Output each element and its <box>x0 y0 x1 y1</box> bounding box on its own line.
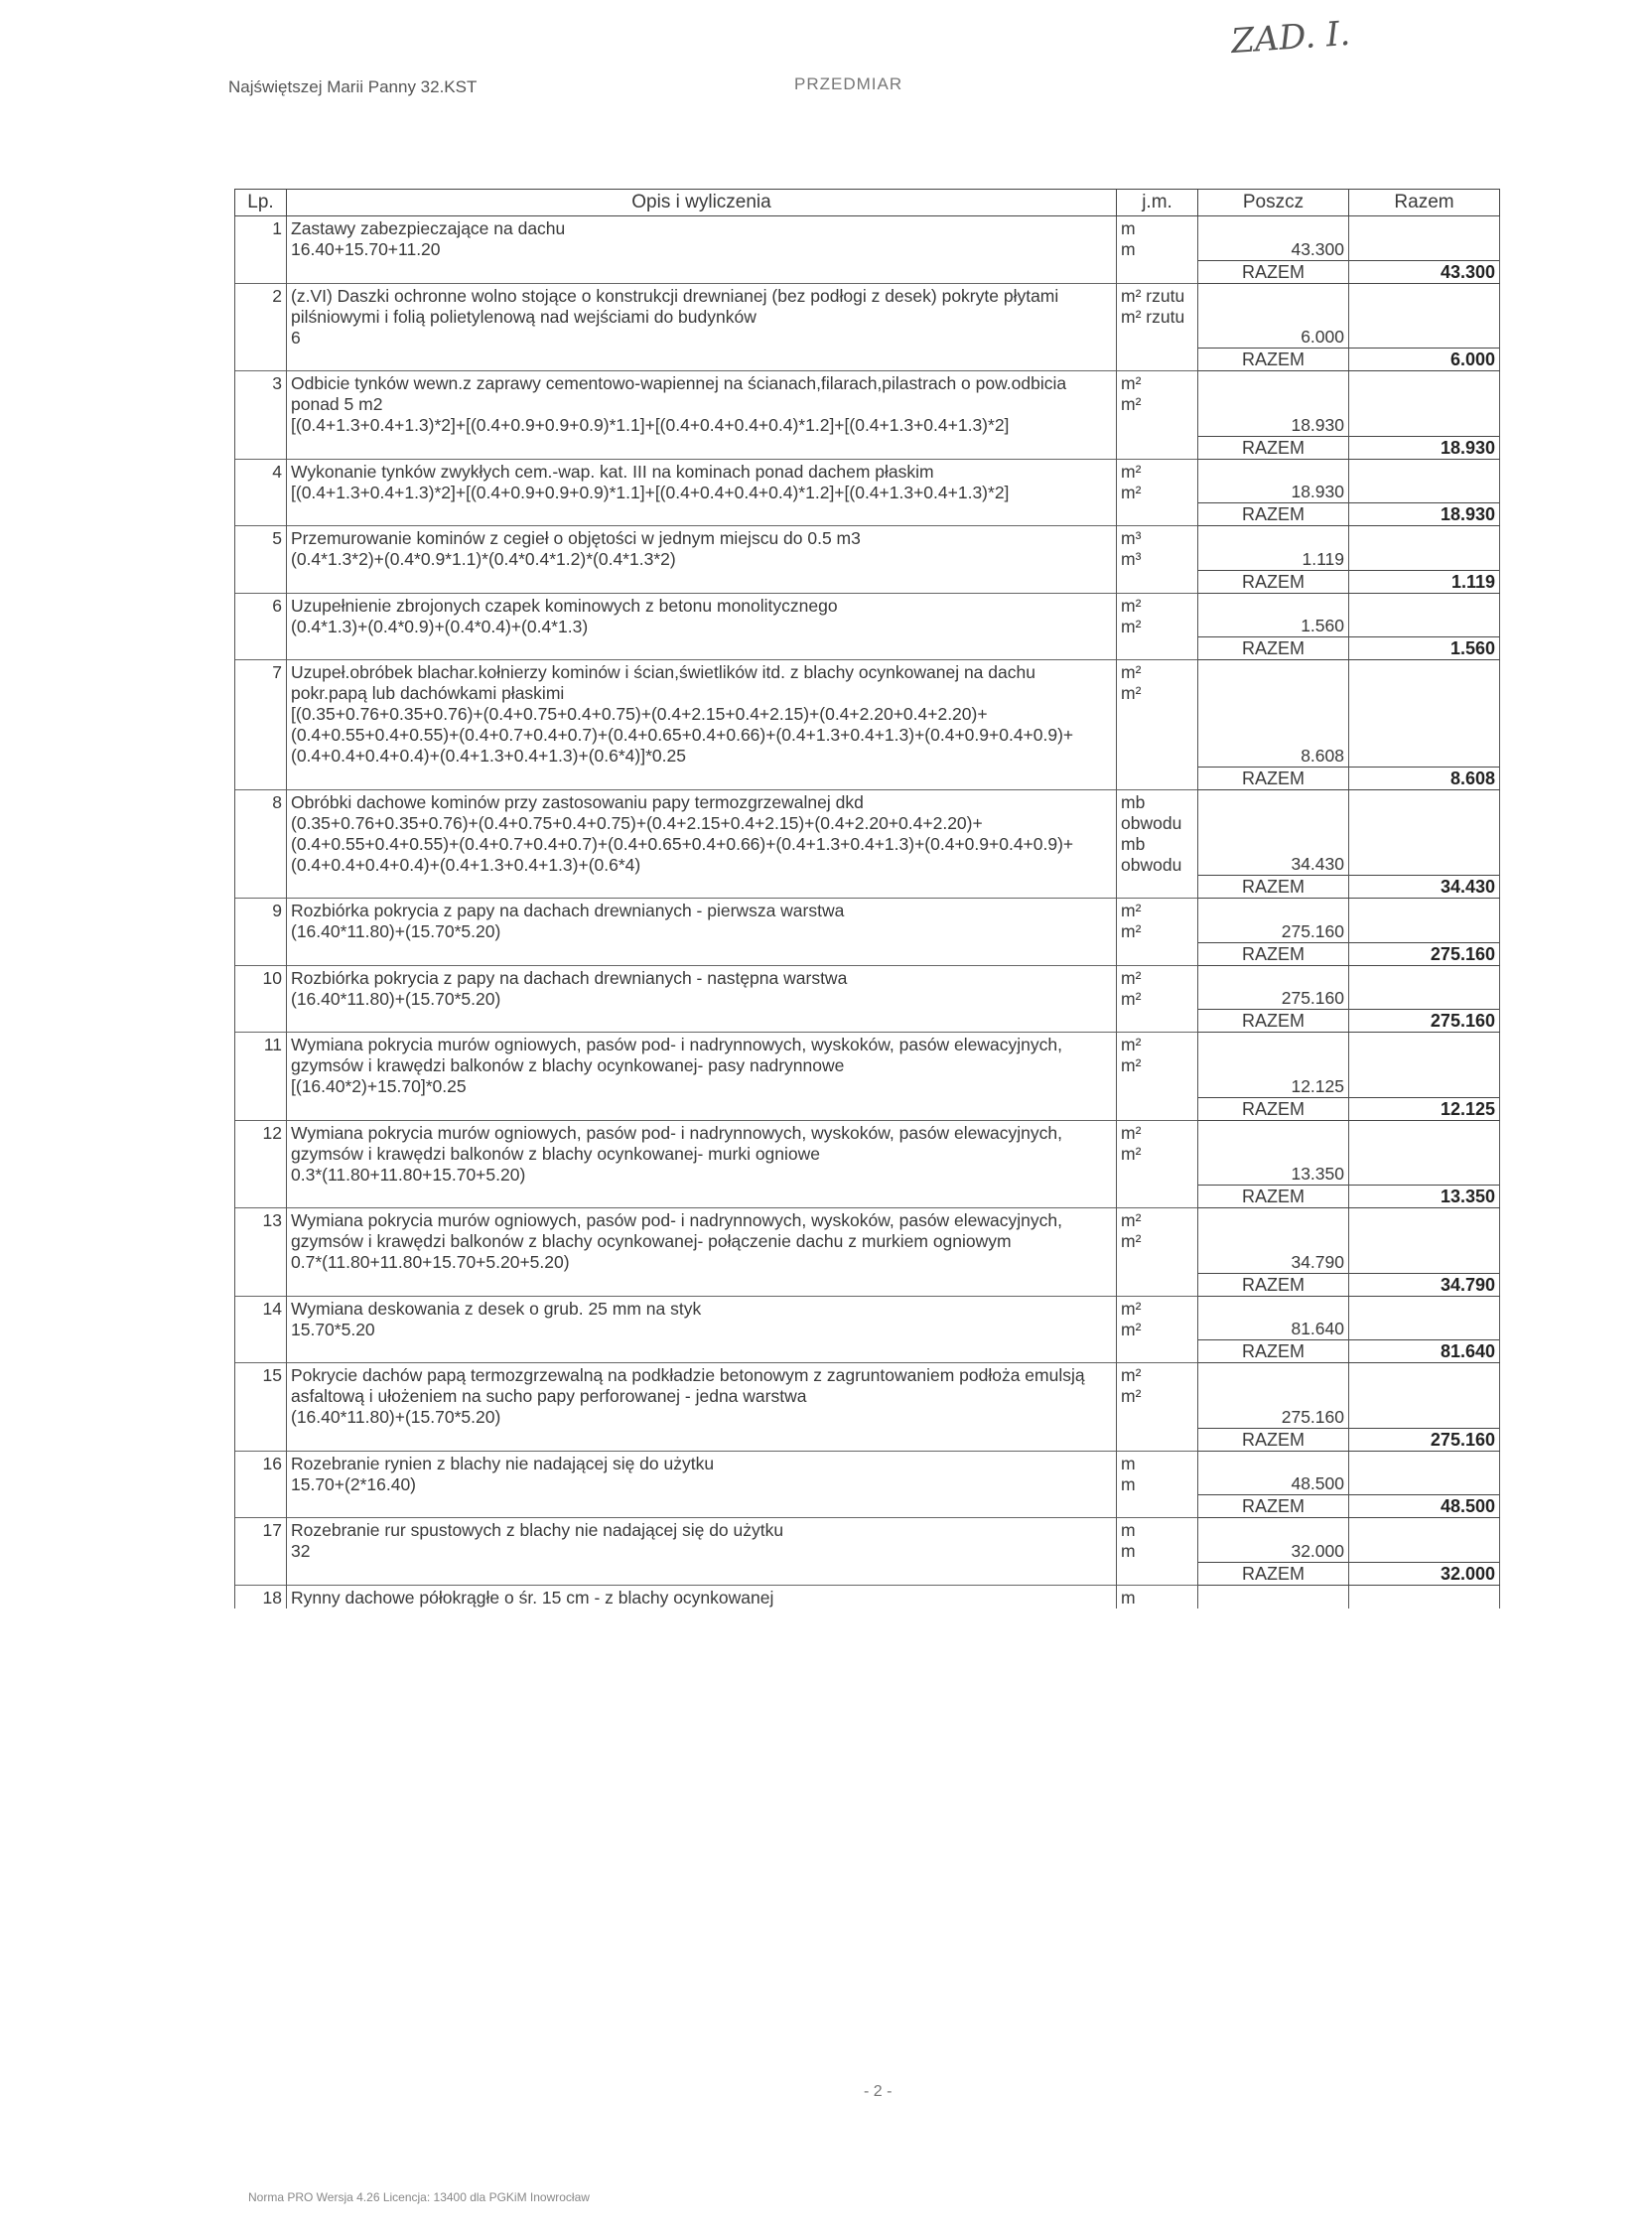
row-unit <box>1117 1120 1198 1186</box>
row-partial-value <box>1198 1585 1349 1608</box>
row-total-empty <box>1349 789 1500 876</box>
item-calculation: (0.4*1.3*2)+(0.4*0.9*1.1)*(0.4*0.4*1.2)*(0.4*1.3*2) <box>291 549 676 569</box>
sum-empty <box>1117 767 1198 789</box>
item-description: Obróbki dachowe kominów przy zastosowaniu papy termozgrzewalnej dkd <box>291 791 864 812</box>
sum-row <box>235 436 1500 459</box>
row-unit <box>1117 593 1198 637</box>
row-description <box>287 965 1117 1010</box>
software-footer: Norma PRO Wersja 4.26 Licencja: 13400 dla PGKiM Inowrocław <box>248 2190 590 2204</box>
sum-row <box>235 1186 1500 1208</box>
item-calculation: 16.40+15.70+11.20 <box>291 239 441 259</box>
row-number: 11 <box>235 1033 287 1098</box>
sum-row <box>235 349 1500 371</box>
row-partial-value: 18.930 <box>1198 459 1349 503</box>
table-row <box>235 283 1500 349</box>
unit-label: m <box>1121 1520 1136 1540</box>
sum-empty <box>1117 1340 1198 1363</box>
row-number: 6 <box>235 593 287 637</box>
sum-row <box>235 260 1500 283</box>
row-total-empty <box>1349 660 1500 768</box>
sum-empty <box>287 637 1117 660</box>
table-row <box>235 216 1500 261</box>
item-calculation: (0.4*1.3)+(0.4*0.9)+(0.4*0.4)+(0.4*1.3) <box>291 616 589 636</box>
row-number: 8 <box>235 789 287 876</box>
item-description: Rozbiórka pokrycia z papy na dachach drewnianych - pierwsza warstwa <box>291 901 845 920</box>
sum-label: RAZEM <box>1198 1273 1349 1296</box>
row-total-empty <box>1349 526 1500 571</box>
table-body <box>235 216 1500 1608</box>
row-number: 2 <box>235 283 287 349</box>
row-unit <box>1117 1296 1198 1340</box>
sum-empty <box>1117 1273 1198 1296</box>
row-partial-value: 1.560 <box>1198 593 1349 637</box>
sum-label: RAZEM <box>1198 1428 1349 1451</box>
row-number: 4 <box>235 459 287 503</box>
calc-unit-label: mb obwodu <box>1121 833 1182 875</box>
item-calculation: (16.40*11.80)+(15.70*5.20) <box>291 921 501 941</box>
sum-value: 1.119 <box>1349 570 1500 593</box>
table-row <box>235 1451 1500 1495</box>
row-unit <box>1117 1363 1198 1429</box>
row-total-empty <box>1349 1363 1500 1429</box>
sum-empty <box>1117 570 1198 593</box>
sum-value: 12.125 <box>1349 1097 1500 1120</box>
calc-unit-label: m² <box>1121 921 1142 941</box>
table-row <box>235 1518 1500 1563</box>
document-header-title: PRZEDMIAR <box>794 74 903 93</box>
sum-empty <box>235 767 287 789</box>
sum-empty <box>1117 503 1198 526</box>
row-description <box>287 1208 1117 1274</box>
calc-unit-label: m² <box>1121 482 1142 502</box>
row-partial-value: 48.500 <box>1198 1451 1349 1495</box>
sum-row <box>235 1495 1500 1518</box>
sum-empty <box>235 1097 287 1120</box>
unit-label: m² <box>1121 1035 1142 1054</box>
row-unit <box>1117 1451 1198 1495</box>
handwritten-note: ZAD. I. <box>1229 13 1352 63</box>
sum-empty <box>1117 1097 1198 1120</box>
calc-unit-label: m³ <box>1121 549 1142 569</box>
row-number: 9 <box>235 899 287 943</box>
sum-label: RAZEM <box>1198 942 1349 965</box>
row-total-empty <box>1349 1518 1500 1563</box>
item-calculation: 6 <box>291 327 301 348</box>
unit-label: m² <box>1121 1210 1142 1230</box>
unit-label: m <box>1121 1453 1136 1473</box>
row-description <box>287 216 1117 261</box>
row-partial-value: 32.000 <box>1198 1518 1349 1563</box>
sum-empty <box>1117 1428 1198 1451</box>
column-header-description: Opis i wyliczenia <box>287 190 1117 216</box>
item-description: Wymiana pokrycia murów ogniowych, pasów pod- i nadrynnowych, wyskoków, pasów elewacyjnych, gzymsów i krawędzi balkonów z blachy ocynkowanej- murki ogniowe <box>291 1122 1062 1164</box>
sum-label: RAZEM <box>1198 570 1349 593</box>
table-row <box>235 1363 1500 1429</box>
table-row <box>235 660 1500 768</box>
row-partial-value: 34.790 <box>1198 1208 1349 1274</box>
sum-empty <box>235 570 287 593</box>
calc-unit-label: m² <box>1121 1319 1142 1339</box>
sum-empty <box>287 1495 1117 1518</box>
table-row <box>235 899 1500 943</box>
sum-label: RAZEM <box>1198 1562 1349 1585</box>
unit-label: m² <box>1121 901 1142 920</box>
row-description <box>287 593 1117 637</box>
row-description <box>287 1363 1117 1429</box>
calc-unit-label: m <box>1121 239 1136 259</box>
sum-empty <box>287 876 1117 899</box>
sum-empty <box>1117 1010 1198 1033</box>
sum-empty <box>235 1273 287 1296</box>
row-description <box>287 1518 1117 1563</box>
sum-empty <box>235 436 287 459</box>
unit-label: m² <box>1121 967 1142 988</box>
item-calculation: 32 <box>291 1541 311 1561</box>
item-description: Rynny dachowe półokrągłe o śr. 15 cm - z blachy ocynkowanej <box>291 1587 774 1608</box>
sum-empty <box>235 260 287 283</box>
row-description <box>287 459 1117 503</box>
row-unit <box>1117 459 1198 503</box>
row-number: 13 <box>235 1208 287 1274</box>
unit-label: m <box>1121 1587 1136 1608</box>
sum-empty <box>287 1010 1117 1033</box>
sum-row <box>235 1010 1500 1033</box>
bill-of-quantities-table <box>234 189 1500 1608</box>
row-total-empty <box>1349 216 1500 261</box>
sum-value: 8.608 <box>1349 767 1500 789</box>
item-description: Rozbiórka pokrycia z papy na dachach drewnianych - następna warstwa <box>291 967 848 988</box>
item-description: Rozebranie rur spustowych z blachy nie nadającej się do użytku <box>291 1520 784 1540</box>
sum-label: RAZEM <box>1198 876 1349 899</box>
row-unit <box>1117 1518 1198 1563</box>
sum-label: RAZEM <box>1198 503 1349 526</box>
item-calculation: 0.7*(11.80+11.80+15.70+5.20+5.20) <box>291 1252 570 1272</box>
sum-value: 13.350 <box>1349 1186 1500 1208</box>
sum-label: RAZEM <box>1198 637 1349 660</box>
calc-unit-label: m² <box>1121 394 1142 414</box>
row-partial-value: 34.430 <box>1198 789 1349 876</box>
row-unit <box>1117 660 1198 768</box>
item-calculation: [(0.4+1.3+0.4+1.3)*2]+[(0.4+0.9+0.9+0.9)*1.1]+[(0.4+0.4+0.4+0.4)*1.2]+[(0.4+1.3+0.4+1.3)*2] <box>291 482 1010 502</box>
item-description: Uzupełnienie zbrojonych czapek kominowych z betonu monolitycznego <box>291 595 838 616</box>
row-unit <box>1117 283 1198 349</box>
row-unit <box>1117 1585 1198 1608</box>
sum-row <box>235 1428 1500 1451</box>
sum-empty <box>235 1495 287 1518</box>
unit-label: mb obwodu <box>1121 791 1182 833</box>
sum-empty <box>287 436 1117 459</box>
sum-value: 81.640 <box>1349 1340 1500 1363</box>
row-total-empty <box>1349 1296 1500 1340</box>
sum-value: 18.930 <box>1349 436 1500 459</box>
row-description <box>287 1033 1117 1098</box>
table-row <box>235 1120 1500 1186</box>
row-partial-value: 275.160 <box>1198 1363 1349 1429</box>
sum-empty <box>287 1097 1117 1120</box>
calc-unit-label: m² <box>1121 1386 1142 1406</box>
item-calculation: [(16.40*2)+15.70]*0.25 <box>291 1076 467 1096</box>
sum-row <box>235 1273 1500 1296</box>
row-total-empty <box>1349 1033 1500 1098</box>
row-partial-value: 6.000 <box>1198 283 1349 349</box>
sum-row <box>235 570 1500 593</box>
sum-value: 18.930 <box>1349 503 1500 526</box>
unit-label: m <box>1121 218 1136 238</box>
sum-row <box>235 637 1500 660</box>
sum-row <box>235 942 1500 965</box>
sum-row <box>235 767 1500 789</box>
page-number: - 2 - <box>864 2083 893 2100</box>
sum-value: 6.000 <box>1349 349 1500 371</box>
calc-unit-label: m² <box>1121 988 1142 1009</box>
sum-value: 32.000 <box>1349 1562 1500 1585</box>
row-partial-value: 18.930 <box>1198 371 1349 437</box>
sum-empty <box>287 767 1117 789</box>
row-partial-value: 275.160 <box>1198 899 1349 943</box>
row-unit <box>1117 1033 1198 1098</box>
item-calculation: (0.35+0.76+0.35+0.76)+(0.4+0.75+0.4+0.75)+(0.4+2.15+0.4+2.15)+(0.4+2.20+0.4+2.20)+(0.4+0.55+0.4+0.55)+(0.4+0.7+0.4+0.7)+(0.4+0.65+0.4+0.66)+(0.4+1.3+0.4+1.3)+(0.4+0.9+0.4+0.9)+(0.4+0.4+0.4+0.4)+(0.4+1.3+0.4+1.3)+(0.6*4) <box>291 812 1074 875</box>
sum-row <box>235 1097 1500 1120</box>
row-number: 14 <box>235 1296 287 1340</box>
row-partial-value: 12.125 <box>1198 1033 1349 1098</box>
sum-empty <box>235 349 287 371</box>
sum-empty <box>1117 436 1198 459</box>
unit-label: m² <box>1121 461 1142 482</box>
sum-label: RAZEM <box>1198 1340 1349 1363</box>
sum-label: RAZEM <box>1198 260 1349 283</box>
row-total-empty <box>1349 1585 1500 1608</box>
sum-empty <box>1117 1495 1198 1518</box>
row-description <box>287 789 1117 876</box>
row-total-empty <box>1349 371 1500 437</box>
item-description: Pokrycie dachów papą termozgrzewalną na podkładzie betonowym z zagruntowaniem podłoża emulsją asfaltową i ułożeniem na sucho papy perforowanej - jedna warstwa <box>291 1365 1085 1406</box>
sum-row <box>235 876 1500 899</box>
sum-empty <box>235 1010 287 1033</box>
sum-row <box>235 1562 1500 1585</box>
sum-label: RAZEM <box>1198 349 1349 371</box>
row-partial-value: 1.119 <box>1198 526 1349 571</box>
sum-empty <box>287 349 1117 371</box>
sum-label: RAZEM <box>1198 436 1349 459</box>
sum-value: 48.500 <box>1349 1495 1500 1518</box>
row-unit <box>1117 1208 1198 1274</box>
row-description <box>287 899 1117 943</box>
table-row <box>235 1208 1500 1274</box>
sum-empty <box>1117 349 1198 371</box>
row-total-empty <box>1349 593 1500 637</box>
row-description <box>287 526 1117 571</box>
sum-empty <box>235 876 287 899</box>
table-row <box>235 593 1500 637</box>
item-calculation: 0.3*(11.80+11.80+15.70+5.20) <box>291 1164 526 1185</box>
row-description <box>287 371 1117 437</box>
row-total-empty <box>1349 1208 1500 1274</box>
calc-unit-label: m <box>1121 1473 1136 1494</box>
row-unit <box>1117 216 1198 261</box>
calc-unit-label: m² <box>1121 683 1142 703</box>
row-number: 16 <box>235 1451 287 1495</box>
item-description: Wymiana pokrycia murów ogniowych, pasów pod- i nadrynnowych, wyskoków, pasów elewacyjnych, gzymsów i krawędzi balkonów z blachy ocynkowanej- pasy nadrynnowe <box>291 1035 1062 1075</box>
row-description <box>287 1296 1117 1340</box>
row-description <box>287 1451 1117 1495</box>
sum-empty <box>235 1186 287 1208</box>
item-description: Uzupeł.obróbek blachar.kołnierzy kominów i ścian,świetlików itd. z blachy ocynkowanej na dachu pokr.papą lub dachówkami płaskimi <box>291 662 1035 703</box>
sum-empty <box>235 503 287 526</box>
column-header-unit: j.m. <box>1117 190 1198 216</box>
item-description: Odbicie tynków wewn.z zaprawy cementowo-wapiennej na ścianach,filarach,pilastrach o pow.odbicia ponad 5 m2 <box>291 373 1067 414</box>
calc-unit-label: m² <box>1121 1055 1142 1075</box>
sum-empty <box>287 1340 1117 1363</box>
item-calculation: [(0.35+0.76+0.35+0.76)+(0.4+0.75+0.4+0.75)+(0.4+2.15+0.4+2.15)+(0.4+2.20+0.4+2.20)+(0.4+0.55+0.4+0.55)+(0.4+0.7+0.4+0.7)+(0.4+0.65+0.4+0.66)+(0.4+1.3+0.4+1.3)+(0.4+0.9+0.4+0.9)+(0.4+0.4+0.4+0.4)+(0.4+1.3+0.4+1.3)+(0.6*4)]*0.25 <box>291 704 1074 766</box>
row-unit <box>1117 526 1198 571</box>
sum-row <box>235 503 1500 526</box>
calc-unit-label: m² <box>1121 616 1142 636</box>
row-partial-value: 275.160 <box>1198 965 1349 1010</box>
sum-value: 275.160 <box>1349 1010 1500 1033</box>
sum-label: RAZEM <box>1198 767 1349 789</box>
table-row <box>235 965 1500 1010</box>
sum-empty <box>235 1428 287 1451</box>
column-header-partial: Poszcz <box>1198 190 1349 216</box>
item-calculation: [(0.4+1.3+0.4+1.3)*2]+[(0.4+0.9+0.9+0.9)*1.1]+[(0.4+0.4+0.4+0.4)*1.2]+[(0.4+1.3+0.4+1.3)*2] <box>291 415 1010 435</box>
row-unit <box>1117 371 1198 437</box>
sum-empty <box>287 942 1117 965</box>
item-calculation: (16.40*11.80)+(15.70*5.20) <box>291 988 501 1009</box>
item-calculation: (16.40*11.80)+(15.70*5.20) <box>291 1407 501 1427</box>
calc-unit-label: m² <box>1121 1143 1142 1164</box>
sum-empty <box>235 1340 287 1363</box>
row-total-empty <box>1349 899 1500 943</box>
sum-row <box>235 1340 1500 1363</box>
sum-empty <box>287 570 1117 593</box>
item-description: Rozebranie rynien z blachy nie nadającej się do użytku <box>291 1453 715 1473</box>
sum-empty <box>1117 1562 1198 1585</box>
unit-label: m² <box>1121 595 1142 616</box>
sum-empty <box>287 1428 1117 1451</box>
sum-empty <box>1117 260 1198 283</box>
table-row <box>235 526 1500 571</box>
sum-value: 34.790 <box>1349 1273 1500 1296</box>
table-header-row <box>235 190 1500 216</box>
row-description <box>287 660 1117 768</box>
row-unit <box>1117 965 1198 1010</box>
sum-empty <box>1117 637 1198 660</box>
table-row <box>235 1296 1500 1340</box>
sum-empty <box>1117 1186 1198 1208</box>
row-partial-value: 81.640 <box>1198 1296 1349 1340</box>
row-total-empty <box>1349 1451 1500 1495</box>
row-number: 15 <box>235 1363 287 1429</box>
item-description: (z.VI) Daszki ochronne wolno stojące o konstrukcji drewnianej (bez podłogi z desek) pokryte płytami pilśniowymi i folią polietylenową nad wejściami do budynków <box>291 285 1059 327</box>
item-description: Wykonanie tynków zwykłych cem.-wap. kat. III na kominach ponad dachem płaskim <box>291 461 934 482</box>
column-header-lp: Lp. <box>235 190 287 216</box>
sum-empty <box>1117 876 1198 899</box>
sum-label: RAZEM <box>1198 1010 1349 1033</box>
sum-label: RAZEM <box>1198 1097 1349 1120</box>
item-description: Wymiana deskowania z desek o grub. 25 mm na styk <box>291 1298 702 1319</box>
row-unit <box>1117 789 1198 876</box>
row-total-empty <box>1349 459 1500 503</box>
row-partial-value: 43.300 <box>1198 216 1349 261</box>
row-partial-value: 13.350 <box>1198 1120 1349 1186</box>
row-number: 17 <box>235 1518 287 1563</box>
sum-empty <box>287 503 1117 526</box>
calc-unit-label: m² <box>1121 1231 1142 1251</box>
calc-unit-label: m² rzutu <box>1121 306 1185 327</box>
unit-label: m² <box>1121 1122 1142 1143</box>
sum-value: 275.160 <box>1349 1428 1500 1451</box>
unit-label: m² <box>1121 1365 1142 1385</box>
item-description: Zastawy zabezpieczające na dachu <box>291 218 566 238</box>
item-calculation: 15.70+(2*16.40) <box>291 1473 417 1494</box>
row-number: 3 <box>235 371 287 437</box>
row-total-empty <box>1349 965 1500 1010</box>
item-calculation: 15.70*5.20 <box>291 1319 375 1339</box>
unit-label: m² <box>1121 373 1142 393</box>
row-description <box>287 1585 1117 1608</box>
unit-label: m² <box>1121 662 1142 682</box>
unit-label: m³ <box>1121 528 1142 548</box>
sum-value: 1.560 <box>1349 637 1500 660</box>
item-description: Przemurowanie kominów z cegieł o objętości w jednym miejscu do 0.5 m3 <box>291 528 861 548</box>
sum-empty <box>287 260 1117 283</box>
unit-label: m² rzutu <box>1121 285 1185 306</box>
row-number: 5 <box>235 526 287 571</box>
sum-value: 275.160 <box>1349 942 1500 965</box>
sum-empty <box>287 1273 1117 1296</box>
table-row <box>235 1033 1500 1098</box>
sum-label: RAZEM <box>1198 1495 1349 1518</box>
sum-empty <box>235 1562 287 1585</box>
column-header-total: Razem <box>1349 190 1500 216</box>
row-unit <box>1117 899 1198 943</box>
sum-empty <box>287 1186 1117 1208</box>
sum-value: 43.300 <box>1349 260 1500 283</box>
row-number: 7 <box>235 660 287 768</box>
row-number: 1 <box>235 216 287 261</box>
sum-empty <box>235 942 287 965</box>
table-row <box>235 371 1500 437</box>
calc-unit-label: m <box>1121 1541 1136 1561</box>
sum-label: RAZEM <box>1198 1186 1349 1208</box>
table-row <box>235 459 1500 503</box>
row-description <box>287 1120 1117 1186</box>
row-total-empty <box>1349 283 1500 349</box>
table-row <box>235 789 1500 876</box>
sum-empty <box>287 1562 1117 1585</box>
row-number: 10 <box>235 965 287 1010</box>
unit-label: m² <box>1121 1298 1142 1319</box>
document-header-address: Najświętszej Marii Panny 32.KST <box>228 77 478 96</box>
item-description: Wymiana pokrycia murów ogniowych, pasów pod- i nadrynnowych, wyskoków, pasów elewacyjnych, gzymsów i krawędzi balkonów z blachy ocynkowanej- połączenie dachu z murkiem ogniowym <box>291 1210 1062 1251</box>
row-description <box>287 283 1117 349</box>
sum-value: 34.430 <box>1349 876 1500 899</box>
row-partial-value: 8.608 <box>1198 660 1349 768</box>
table-row <box>235 1585 1500 1608</box>
row-total-empty <box>1349 1120 1500 1186</box>
sum-empty <box>1117 942 1198 965</box>
row-number: 18 <box>235 1585 287 1608</box>
row-number: 12 <box>235 1120 287 1186</box>
sum-empty <box>235 637 287 660</box>
